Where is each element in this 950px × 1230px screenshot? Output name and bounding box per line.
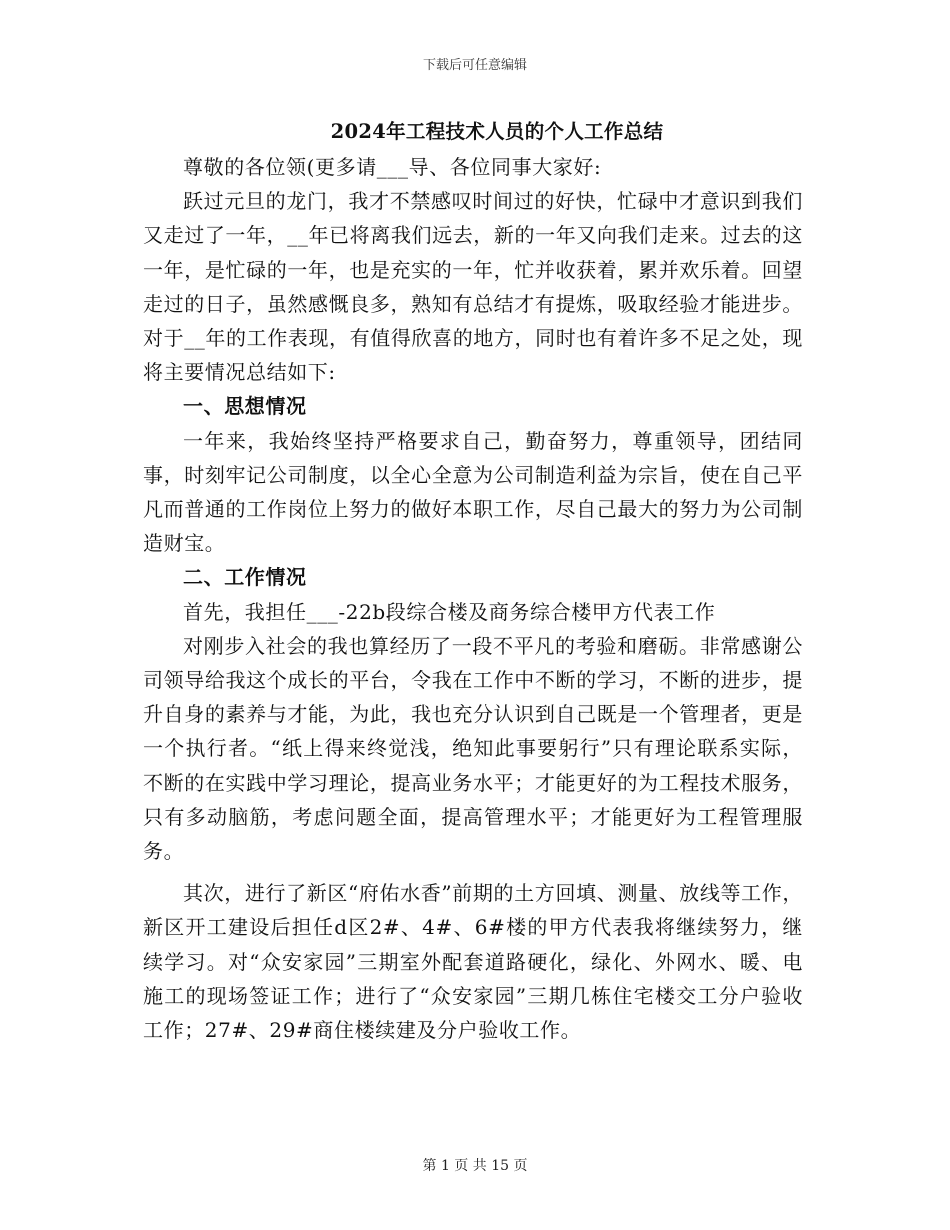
paragraph-work-second: 其次，进行了新区“府佑水香”前期的土方回填、测量、放线等工作，新区开工建设后担任d区2#、4#、6#楼的甲方代表我将继续努力，继续学习。对“众安家园”三期室外配套道路硬化，绿化、外网水、暖、电施工的现场签证工作；进行了“众安家园”三期几栋住宅楼交工分户验收工作；27#、29#商住楼续建及分户验收工作。 (143, 881, 803, 1043)
paragraph-greeting: 尊敬的各位领(更多请___导、各位同事大家好: (183, 155, 602, 179)
paragraph-work-experience: 对刚步入社会的我也算经历了一段不平凡的考验和磨砺。非常感谢公司领导给我这个成长的平台，令我在工作中不断的学习，不断的进步，提升自身的素养与才能，为此，我也充分认识到自己既是一个管理者，更是一个执行者。“纸上得来终觉浅，绝知此事要躬行”只有理论联系实际，不断的在实践中学习理论，提高业务水平；才能更好的为工程技术服务，只有多动脑筋，考虑问题全面，提高管理水平；才能更好为工程管理服务。 (143, 633, 803, 864)
paragraph-work-first: 首先，我担任___-22b段综合楼及商务综合楼甲方代表工作 (183, 599, 716, 624)
paragraph-thought: 一年来，我始终坚持严格要求自己，勤奋努力，尊重领导，团结同事，时刻牢记公司制度，以全心全意为公司制造利益为宗旨，使在自己平凡而普通的工作岗位上努力的做好本职工作，尽自己最大的努力为公司制造财宝。 (143, 428, 803, 556)
section-heading-work: 二、工作情况 (183, 565, 307, 590)
paragraph-intro: 跃过元旦的龙门，我才不禁感叹时间过的好快，忙碌中才意识到我们又走过了一年，__年已将离我们远去，新的一年又向我们走来。过去的这一年，是忙碌的一年，也是充实的一年，忙并收获着，累并欢乐着。回望走过的日子，虽然感慨良多，熟知有总结才有提炼，吸取经验才能进步。对于__年的工作表现，有值得欣喜的地方，同时也有着许多不足之处，现将主要情况总结如下: (143, 189, 803, 385)
header-note: 下载后可任意编辑 (422, 58, 527, 73)
section-heading-thought: 一、思想情况 (183, 394, 307, 419)
document-body (143, 150, 803, 1047)
document-title: 2024年工程技术人员的个人工作总结 (330, 120, 664, 143)
page-number-footer: 第 1 页 共 15 页 (422, 1158, 528, 1174)
